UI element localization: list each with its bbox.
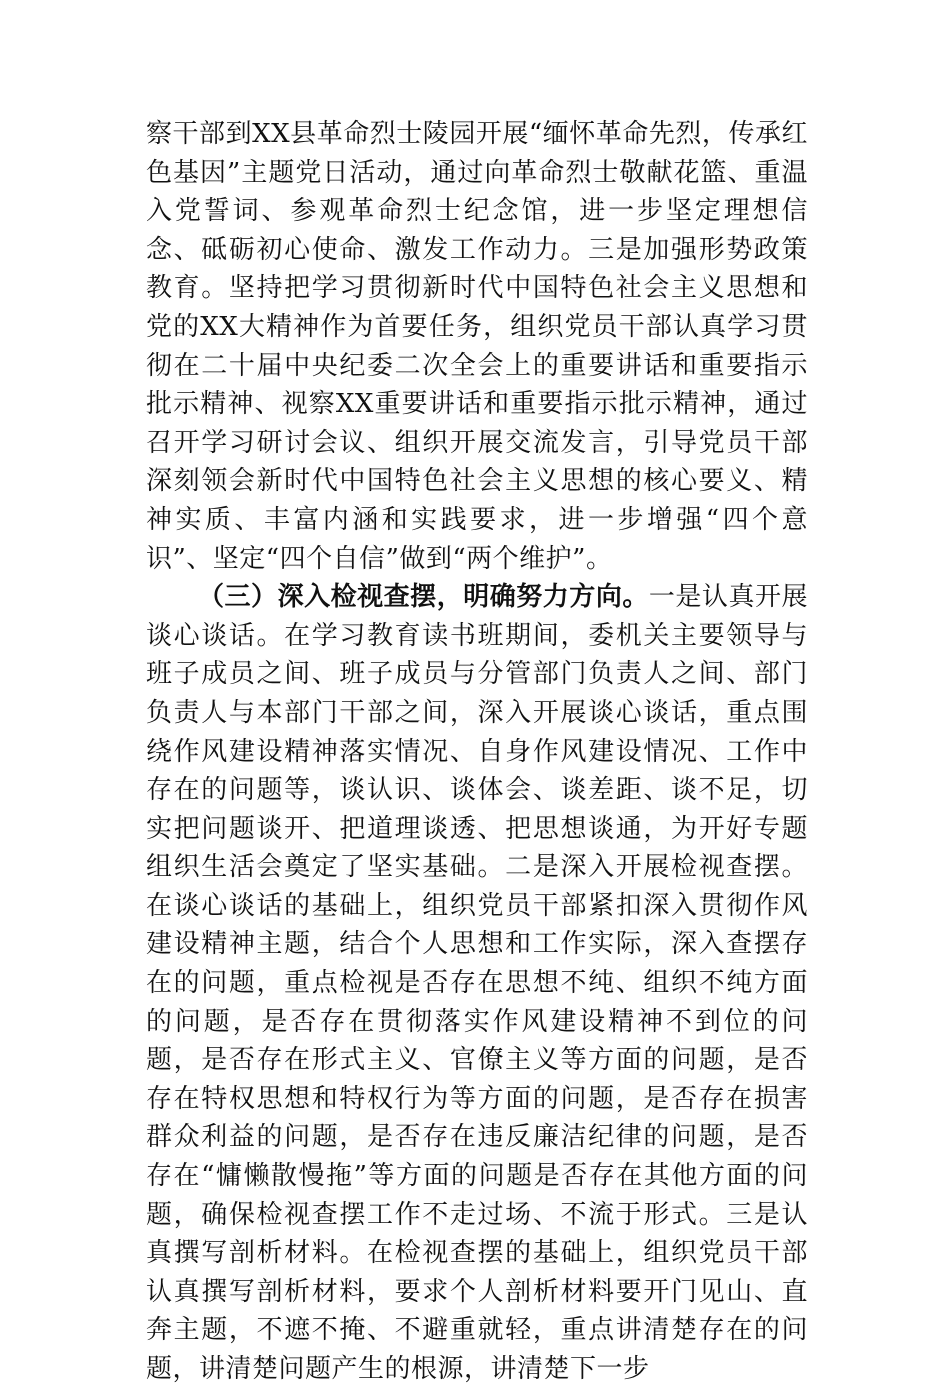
document-page (146, 115, 808, 1389)
paragraph-section-three (146, 578, 808, 1388)
section-body: 一是认真开展谈心谈话。在学习教育读书班期间，委机关主要领导与班子成员之间、班子成员与分管部门负责人之间、部门负责人与本部门干部之间，深入开展谈心谈话，重点围绕作风建设精神落实情况、自身作风建设情况、工作中存在的问题等，谈认识、谈体会、谈差距、谈不足，切实把问题谈开、把道理谈透、把思想谈通，为开好专题组织生活会奠定了坚实基础。二是深入开展检视查摆。在谈心谈话的基础上，组织党员干部紧扣深入贯彻作风建设精神主题，结合个人思想和工作实际，深入查摆存在的问题，重点检视是否存在思想不纯、组织不纯方面的问题，是否存在贯彻落实作风建设精神不到位的问题，是否存在形式主义、官僚主义等方面的问题，是否存在特权思想和特权行为等方面的问题，是否存在损害群众利益的问题，是否存在违反廉洁纪律的问题，是否存在“慵懒散慢拖”等方面的问题是否存在其他方面的问题，确保检视查摆工作不走过场、不流于形式。三是认真撰写剖析材料。在检视查摆的基础上，组织党员干部认真撰写剖析材料，要求个人剖析材料要开门见山、直奔主题，不遮不掩、不避重就轻，重点讲清楚存在的问题，讲清楚问题产生的根源，讲清楚下一步 (146, 582, 808, 1384)
paragraph-continuation: 察干部到XX县革命烈士陵园开展“缅怀革命先烈，传承红色基因”主题党日活动，通过向革命烈士敬献花篮、重温入党誓词、参观革命烈士纪念馆，进一步坚定理想信念、砥砺初心使命、激发工作动力。三是加强形势政策教育。坚持把学习贯彻新时代中国特色社会主义思想和党的XX大精神作为首要任务，组织党员干部认真学习贯彻在二十届中央纪委二次全会上的重要讲话和重要指示批示精神、视察XX重要讲话和重要指示批示精神，通过召开学习研讨会议、组织开展交流发言，引导党员干部深刻领会新时代中国特色社会主义思想的核心要义、精神实质、丰富内涵和实践要求，进一步增强“四个意识”、坚定“四个自信”做到“两个维护”。 (146, 119, 808, 574)
section-heading: （三）深入检视查摆，明确努力方向。 (198, 582, 649, 613)
